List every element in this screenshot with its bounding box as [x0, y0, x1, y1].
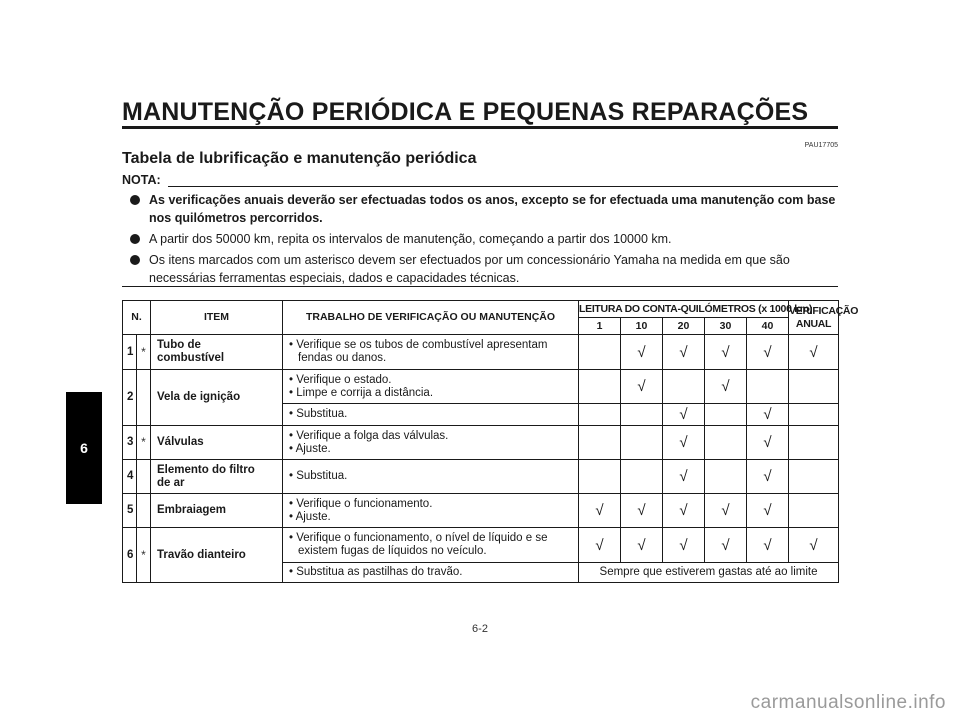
row-number: 3: [123, 426, 137, 460]
table-row-air-filter: [123, 460, 839, 494]
check-cell: [789, 494, 839, 528]
chapter-tab: 6: [66, 392, 102, 504]
check-cell: √: [663, 528, 705, 563]
row-number: 1: [123, 335, 137, 370]
nota-bullet-annual: As verificações anuais deverão ser efectuadas todos os anos, excepto se for efectuada uma manutenção com base nos quilómetros percorridos.: [130, 191, 838, 227]
asterisk-icon: *: [137, 335, 151, 370]
row-work: • Verifique a folga das válvulas. • Ajuste.: [283, 426, 579, 460]
header-odometer: LEITURA DO CONTA-QUILÓMETROS (x 1000 km): [579, 301, 789, 318]
check-cell: √: [705, 528, 747, 563]
check-cell: [747, 370, 789, 404]
check-cell: [621, 426, 663, 460]
row-work: • Verifique o funcionamento. • Ajuste.: [283, 494, 579, 528]
check-cell: √: [663, 460, 705, 494]
nota-bullet-repeat: A partir dos 50000 km, repita os intervalos de manutenção, começando a partir dos 10000 km.: [130, 230, 838, 248]
asterisk-cell: [137, 370, 151, 426]
header-km-40: 40: [747, 318, 789, 335]
header-km-20: 20: [663, 318, 705, 335]
row-number: 2: [123, 370, 137, 426]
asterisk-icon: *: [137, 528, 151, 583]
header-km-1: 1: [579, 318, 621, 335]
title-rule: [122, 126, 838, 129]
check-cell: [579, 370, 621, 404]
table-row-valves: [123, 426, 839, 460]
check-cell: √: [663, 426, 705, 460]
row-item: Vela de ignição: [151, 370, 283, 426]
table-row-clutch: [123, 494, 839, 528]
header-work: TRABALHO DE VERIFICAÇÃO OU MANUTENÇÃO: [283, 301, 579, 335]
row-item: Válvulas: [151, 426, 283, 460]
maintenance-table: [122, 300, 859, 583]
check-cell: √: [663, 494, 705, 528]
row-work: • Substitua.: [283, 460, 579, 494]
nota-end-rule: [122, 286, 838, 287]
table-row-spark-plug: [123, 370, 839, 404]
asterisk-cell: [137, 494, 151, 528]
table-row-fuel-line: [123, 335, 839, 370]
check-cell: [579, 460, 621, 494]
reference-code: PAU17705: [804, 142, 838, 149]
check-cell: [789, 370, 839, 404]
check-cell: [663, 370, 705, 404]
header-n: N.: [123, 301, 151, 335]
check-cell: √: [663, 335, 705, 370]
check-cell: [789, 460, 839, 494]
page-title: MANUTENÇÃO PERIÓDICA E PEQUENAS REPARAÇÕES: [122, 98, 809, 126]
row-number: 5: [123, 494, 137, 528]
check-cell: √: [705, 370, 747, 404]
check-cell: √: [621, 370, 663, 404]
check-cell: √: [747, 335, 789, 370]
page-number: 6-2: [472, 623, 488, 635]
header-row-1: [123, 301, 839, 318]
check-cell: √: [621, 494, 663, 528]
check-cell: [579, 335, 621, 370]
check-cell: √: [747, 460, 789, 494]
row-number: 6: [123, 528, 137, 583]
asterisk-icon: *: [137, 426, 151, 460]
asterisk-cell: [137, 460, 151, 494]
check-cell: [789, 404, 839, 426]
row-number: 4: [123, 460, 137, 494]
row-work: • Verifique o estado. • Limpe e corrija a distância.: [283, 370, 579, 404]
check-cell: √: [789, 528, 839, 563]
nota-rule: [168, 186, 838, 187]
watermark: carmanualsonline.info: [750, 692, 946, 713]
row-item: Embraiagem: [151, 494, 283, 528]
bullet-icon: [130, 234, 140, 244]
row-item: Elemento do filtro de ar: [151, 460, 283, 494]
bullet-icon: [130, 255, 140, 265]
header-km-10: 10: [621, 318, 663, 335]
check-cell: √: [621, 335, 663, 370]
nota-bullets: [130, 191, 838, 290]
check-cell: [705, 426, 747, 460]
header-annual: VERIFICAÇÃO ANUAL: [789, 301, 839, 335]
row-work: • Substitua.: [283, 404, 579, 426]
header-item: ITEM: [151, 301, 283, 335]
check-cell: √: [747, 494, 789, 528]
nota-label: NOTA:: [122, 173, 161, 187]
check-cell: [621, 404, 663, 426]
row-item: Tubo de combustível: [151, 335, 283, 370]
row-item: Travão dianteiro: [151, 528, 283, 583]
check-cell: √: [579, 528, 621, 563]
check-cell: [705, 404, 747, 426]
check-cell: √: [747, 404, 789, 426]
check-cell: √: [705, 335, 747, 370]
wear-limit-note: Sempre que estiverem gastas até ao limite: [579, 563, 839, 583]
section-title: Tabela de lubrificação e manutenção periódica: [122, 150, 477, 167]
row-work: • Verifique se os tubos de combustível apresentam fendas ou danos.: [283, 335, 579, 370]
check-cell: √: [705, 494, 747, 528]
check-cell: [579, 426, 621, 460]
check-cell: √: [747, 426, 789, 460]
check-cell: [579, 404, 621, 426]
table-row-front-brake: [123, 528, 839, 563]
check-cell: √: [747, 528, 789, 563]
check-cell: √: [621, 528, 663, 563]
check-cell: √: [663, 404, 705, 426]
bullet-icon: [130, 195, 140, 205]
nota-bullet-asterisk: Os itens marcados com um asterisco devem ser efectuados por um concessionário Yamaha na medida em que são necessárias ferramentas especiais, dados e capacidades técnicas.: [130, 251, 838, 287]
row-work: • Substitua as pastilhas do travão.: [283, 563, 579, 583]
header-km-30: 30: [705, 318, 747, 335]
check-cell: [705, 460, 747, 494]
check-cell: √: [789, 335, 839, 370]
check-cell: √: [579, 494, 621, 528]
row-work: • Verifique o funcionamento, o nível de líquido e se existem fugas de líquidos no veículo.: [283, 528, 579, 563]
check-cell: [621, 460, 663, 494]
check-cell: [789, 426, 839, 460]
